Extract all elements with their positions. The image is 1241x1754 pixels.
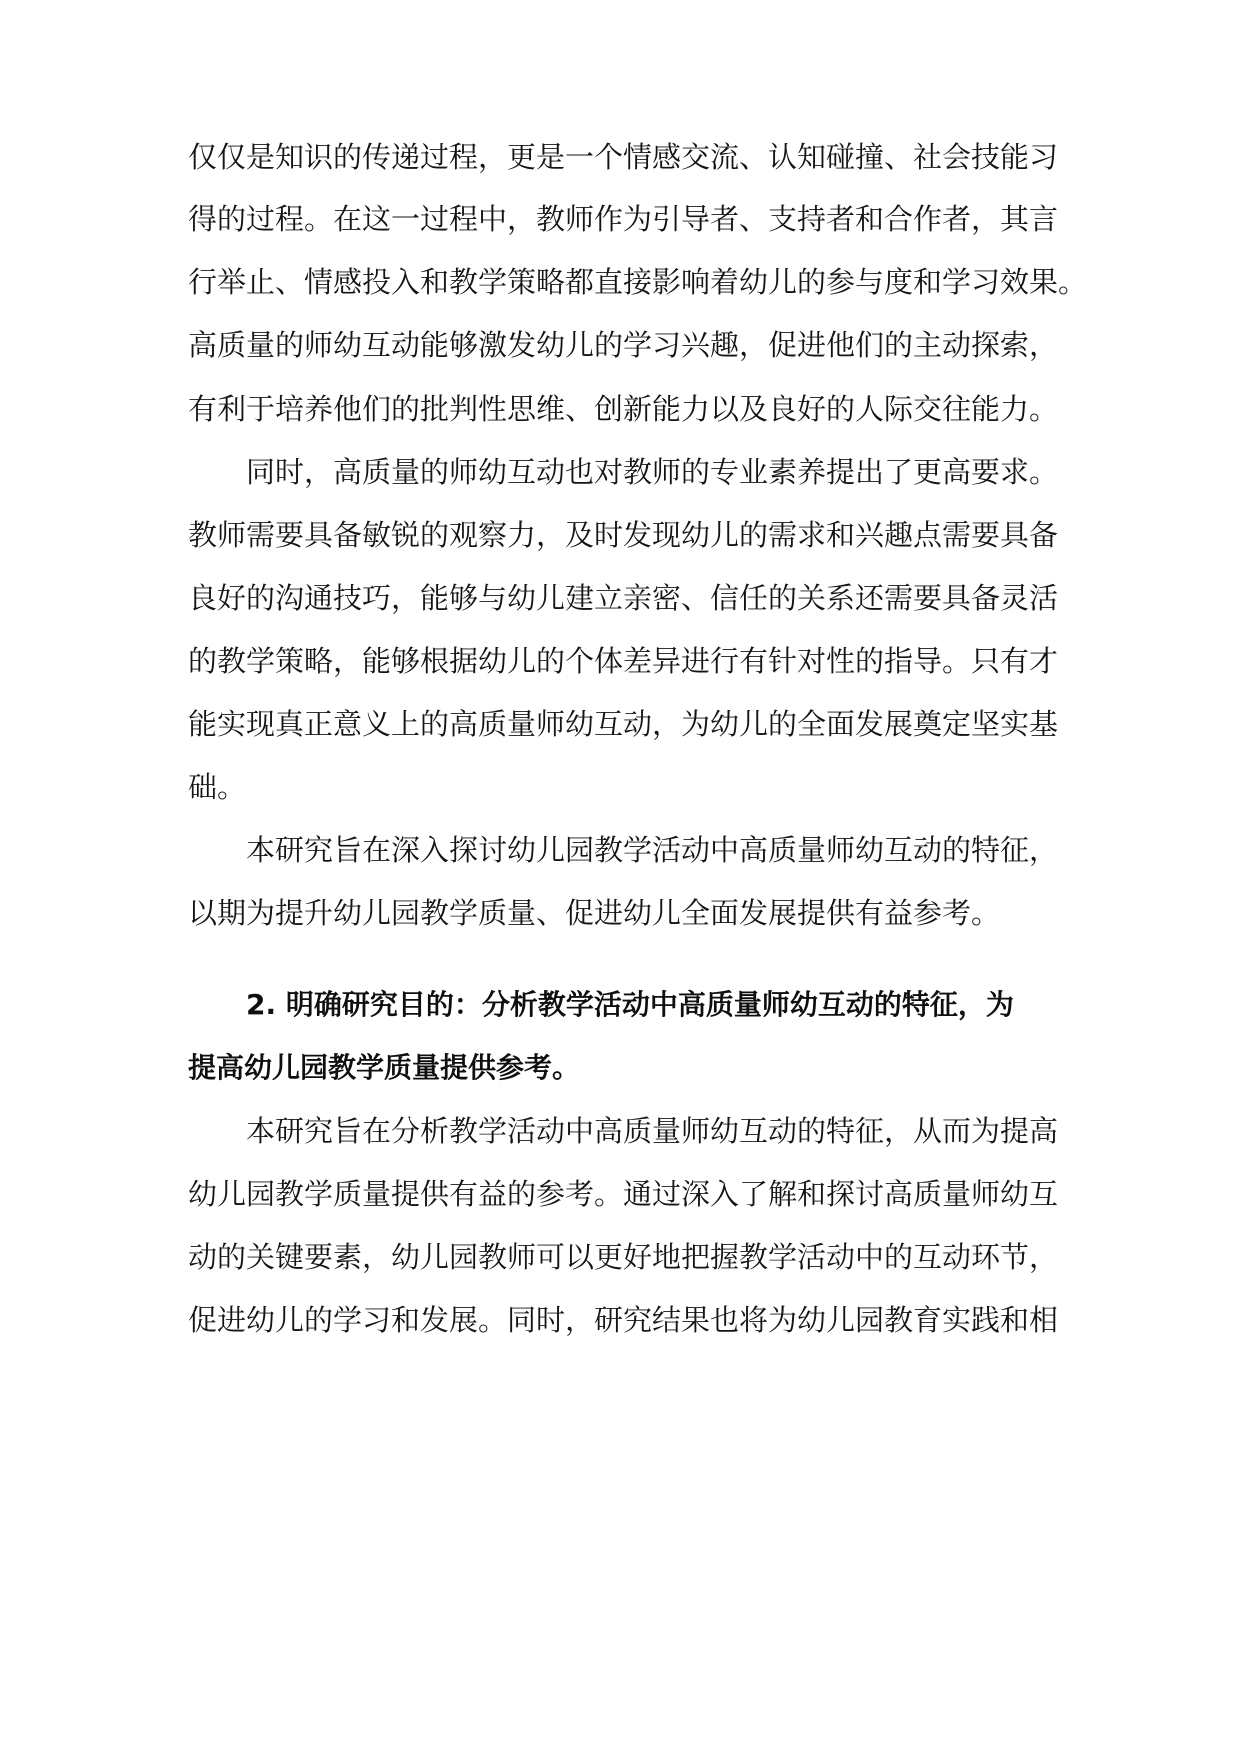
paragraph-line: 本研究旨在深入探讨幼儿园教学活动中高质量师幼互动的特征， [246,833,1059,867]
section-heading: 2. 明确研究目的：分析教学活动中高质量师幼互动的特征，为 [246,988,1014,1021]
paragraph-line: 良好的沟通技巧，能够与幼儿建立亲密、信任的关系还需要具备灵活 [188,581,1059,615]
paragraph-line: 幼儿园教学质量提供有益的参考。通过深入了解和探讨高质量师幼互 [188,1177,1059,1211]
paragraph-line: 以期为提升幼儿园教学质量、促进幼儿全面发展提供有益参考。 [188,896,1001,930]
paragraph-line: 本研究旨在分析教学活动中高质量师幼互动的特征，从而为提高 [246,1114,1059,1148]
paragraph-line: 同时，高质量的师幼互动也对教师的专业素养提出了更高要求。 [246,455,1059,489]
paragraph-line: 仅仅是知识的传递过程，更是一个情感交流、认知碰撞、社会技能习 [188,140,1059,174]
paragraph-line: 能实现真正意义上的高质量师幼互动，为幼儿的全面发展奠定坚实基 [188,707,1059,741]
section-heading: 提高幼儿园教学质量提供参考。 [188,1051,581,1084]
paragraph-line: 础。 [188,770,247,804]
paragraph-line: 动的关键要素，幼儿园教师可以更好地把握教学活动中的互动环节， [188,1240,1059,1274]
paragraph-line: 促进幼儿的学习和发展。同时，研究结果也将为幼儿园教育实践和相 [188,1303,1059,1337]
paragraph-line: 教师需要具备敏锐的观察力，及时发现幼儿的需求和兴趣点需要具备 [188,518,1059,552]
paragraph-line: 得的过程。在这一过程中，教师作为引导者、支持者和合作者，其言 [188,202,1059,236]
paragraph-line: 高质量的师幼互动能够激发幼儿的学习兴趣，促进他们的主动探索， [188,328,1059,362]
paragraph-line: 的教学策略，能够根据幼儿的个体差异进行有针对性的指导。只有才 [188,644,1059,678]
paragraph-line: 行举止、情感投入和教学策略都直接影响着幼儿的参与度和学习效果。 [188,265,1088,299]
paragraph-line: 有利于培养他们的批判性思维、创新能力以及良好的人际交往能力。 [188,392,1059,426]
